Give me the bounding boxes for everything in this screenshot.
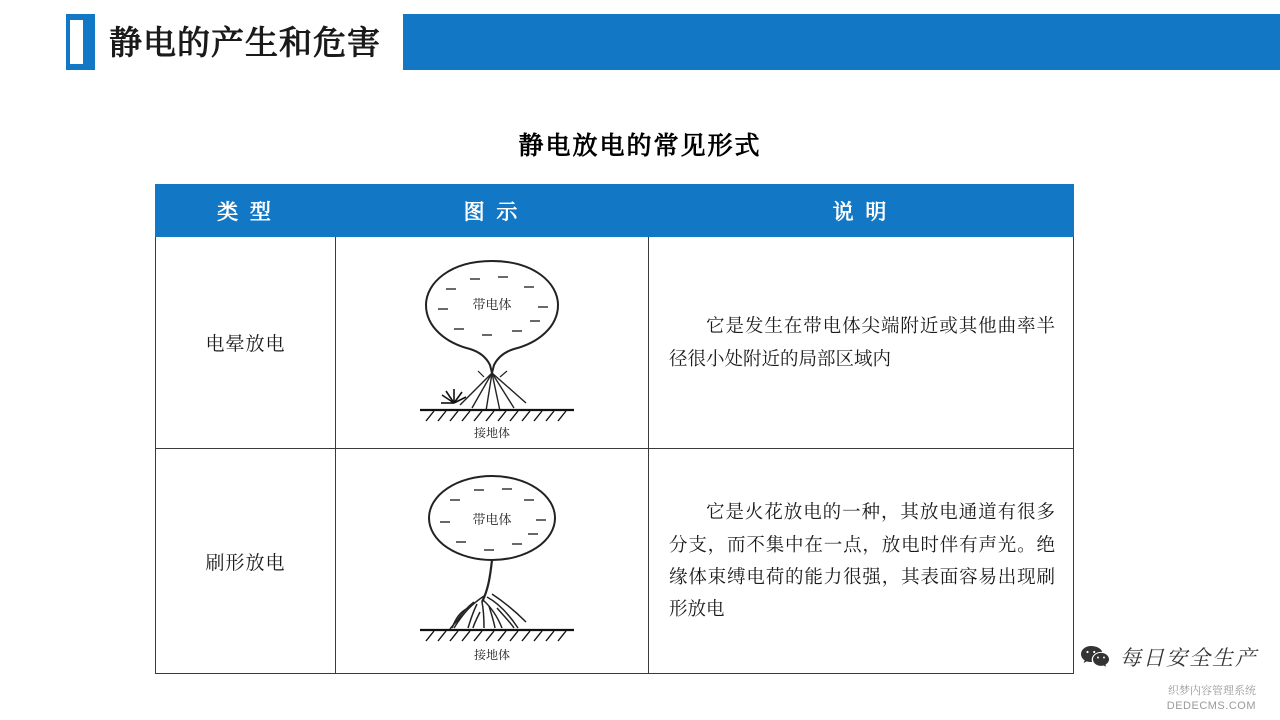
dedecms-watermark [1167,684,1256,714]
description-text: 它是发生在带电体尖端附近或其他曲率半径很小处附近的局部区域内 [669,315,1055,369]
page-title: 静电的产生和危害 [109,23,381,61]
wechat-watermark [1080,642,1258,672]
column-header-description: 说 明 [649,185,1074,237]
figure-label-charged-body: 带电体 [472,296,512,312]
table-row [156,449,1074,674]
header-left-notch [0,14,66,70]
column-header-figure: 图 示 [336,185,649,237]
corona-discharge-diagram [342,245,642,441]
cell-type-brush: 刷形放电 [156,449,336,674]
table-header-row [156,185,1074,237]
cell-figure-brush [336,449,649,674]
header-accent-tick [70,20,83,64]
figure-label-ground-body: 接地体 [473,425,511,440]
description-text: 它是火花放电的一种，其放电通道有很多分支，而不集中在一点，放电时伴有声光。绝缘体束缚电荷的能力很强，其表面容易出现刷形放电 [669,501,1055,620]
figure-label-ground-body: 接地体 [473,648,511,662]
section-title: 静电放电的常见形式 [518,132,762,160]
wechat-icon [1080,644,1110,670]
dedecms-line-2: DEDECMS.COM [1166,700,1256,713]
brush-discharge-diagram [342,456,642,666]
column-header-type: 类 型 [156,185,336,237]
discharge-forms-table [155,184,1073,674]
cell-figure-corona [336,237,649,449]
dedecms-line-1: 织梦内容管理系统 [1168,685,1256,698]
slide-header [0,14,1280,70]
wechat-account-name: 每日安全生产 [1120,646,1258,670]
cell-type-corona: 电晕放电 [156,237,336,449]
cell-description-brush [649,449,1074,674]
header-title-plate [95,14,403,70]
cell-description-corona [649,237,1074,449]
table-row [156,237,1074,449]
figure-label-charged-body: 带电体 [472,512,512,527]
